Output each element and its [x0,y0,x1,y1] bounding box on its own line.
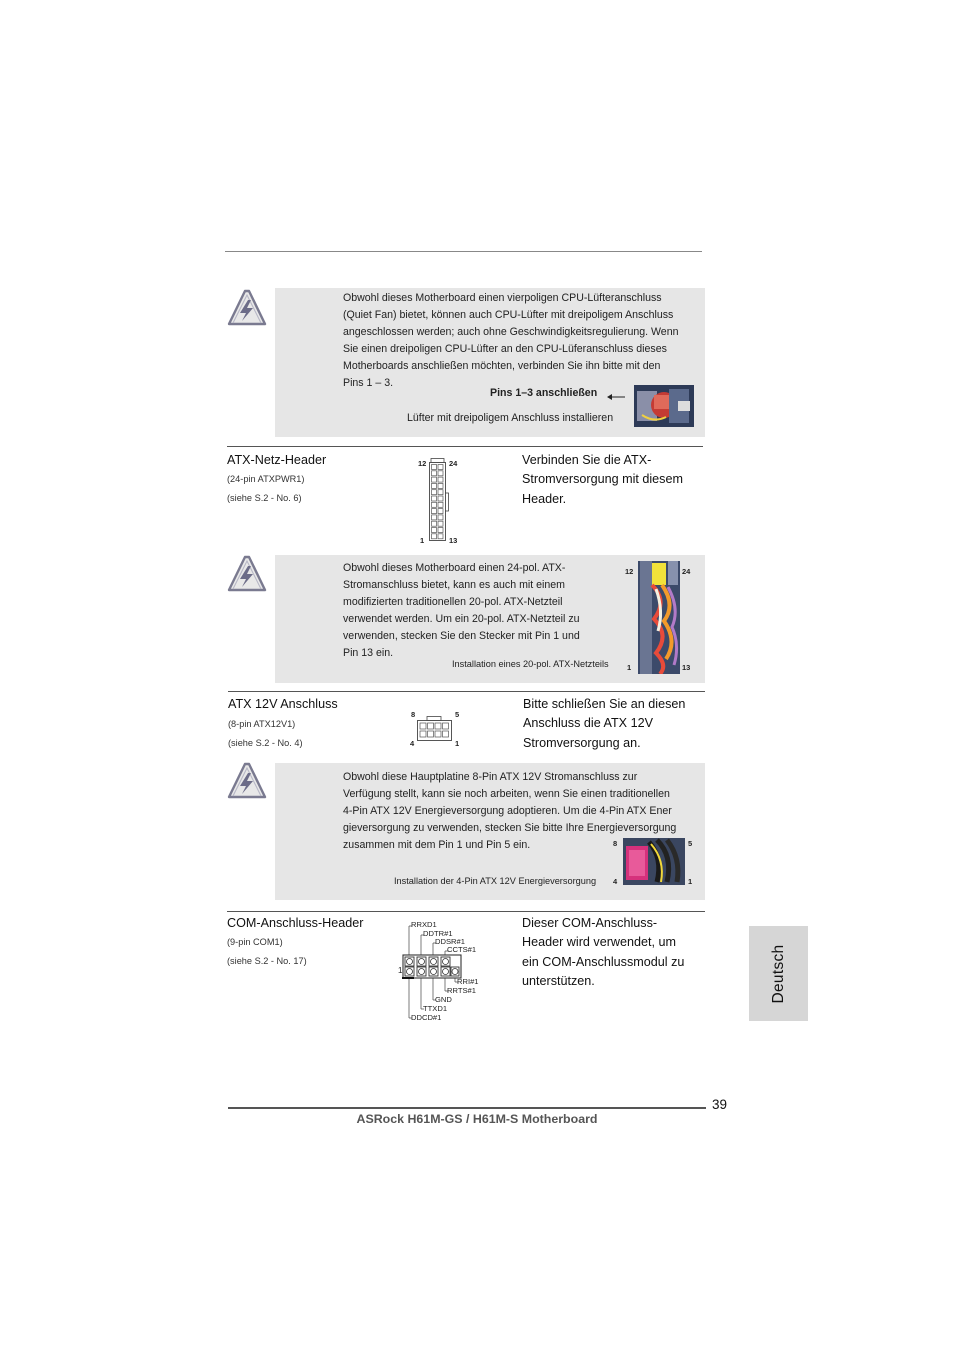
pin-label: 1 [688,877,693,886]
pins-label: Pins 1–3 anschließen [490,387,598,399]
desc-line: Stromversorgung mit diesem [522,472,683,487]
atx12v-title: ATX 12V Anschluss [228,697,338,711]
note-line: Obwohl diese Hauptplatine 8-Pin ATX 12V Stromanschluss zur [343,771,638,783]
pin-label: 8 [613,839,618,848]
com-pin-label: RRTS#1 [447,986,476,995]
desc-line: Anschluss die ATX 12V [523,716,653,731]
footer-rule [228,1107,706,1109]
desc-line: Dieser COM-Anschluss- [522,916,658,930]
pin-label: 24 [682,567,691,576]
section-rule [228,691,705,692]
pin-label: 24 [449,459,458,468]
note-line: verwenden, stecken Sie den Stecker mit Pin 1 und [343,630,580,642]
note-line: Obwohl dieses Motherboard einen 24-pol. ATX- [343,562,566,574]
note-line: (Quiet Fan) bietet, können auch CPU-Lüfter mit dreipoligem Anschluss [343,309,674,321]
warning-icon [225,760,269,800]
atx-20pin-install-photo [638,561,680,674]
pin-label: 1 [420,536,425,545]
section-rule [227,446,703,447]
com-pin-info: (9-pin COM1) [227,937,283,947]
desc-line: Header. [522,491,567,506]
atx-power-title: ATX-Netz-Header [227,453,327,467]
pin-label: 12 [625,567,634,576]
note-line: Motherboards anschließen möchten, verbinden Sie ihn bitte mit den [343,360,661,372]
pin-label: 13 [449,536,458,545]
com-pin-label: RRI#1 [457,977,479,986]
note-text-20pin [343,560,613,662]
pin-label: 4 [613,877,618,886]
note-text-cpu-fan [343,290,703,392]
com-page-ref: (siehe S.2 - No. 17) [227,956,307,966]
desc-line: ein COM-Anschlussmodul zu [522,954,685,969]
com-title: COM-Anschluss-Header [227,916,364,930]
com-pin-label: RRXD1 [411,920,437,929]
atx-power-page-ref: (siehe S.2 - No. 6) [227,493,302,503]
atx-power-description [522,451,683,509]
atx12v-page-ref: (siehe S.2 - No. 4) [228,738,303,748]
note-line: Pin 13 ein. [343,647,394,659]
atx12v-4pin-install-photo [623,838,685,885]
atx-24pin-connector-diagram [428,458,450,547]
footer-title: ASRock H61M-GS / H61M-S Motherboard [356,1112,598,1126]
note-caption-4pin: Installation der 4-Pin ATX 12V Energieversorgung [394,876,597,886]
section-rule [227,911,705,912]
com-pin-label: CCTS#1 [447,945,477,954]
pin-label: 8 [411,710,416,719]
desc-line: Stromversorgung an. [523,735,641,750]
note-line: Stromanschluss bietet, kann es auch mit einem [343,579,565,591]
note-line: modifizierten traditionellen 20-pol. ATX-Netzteil [343,596,563,608]
pin-label: 1 [627,663,632,672]
note-line: Sie einen dreipoligen CPU-Lüfter an den CPU-Lüferanschluss dieses [343,343,667,355]
desc-line: Bitte schließen Sie an diesen [523,697,686,711]
pin-label: 1 [455,739,460,748]
header-rule [225,251,702,252]
pin-label: 13 [682,663,691,672]
com-pin-label: TTXD1 [423,1004,448,1013]
atx12v-8pin-connector-diagram [416,716,454,747]
desc-line: Verbinden Sie die ATX- [522,453,652,467]
note-line: angeschlossen werden; auch ohne Geschwindigkeitsregulierung. Wenn [343,326,679,338]
com-header-diagram [398,920,508,1024]
note-caption-20pin: Installation eines 20-pol. ATX-Netzteils [452,659,609,669]
note-line: Obwohl dieses Motherboard einen vierpoligen CPU-Lüfteranschluss [343,292,662,304]
atx12v-description [523,695,685,753]
cpu-fan-photo [634,385,694,427]
note-line: zusammen mit dem Pin 1 und Pin 5 ein. [343,839,531,851]
page-number: 39 [712,1097,728,1112]
note-line: 4-Pin ATX 12V Energieversorgung adoptieren. Um die 4-Pin ATX Ener [343,805,672,817]
pin-label: 4 [410,739,415,748]
warning-icon [225,287,269,327]
note-line: Verfügung stellt, kann sie noch arbeiten, wenn Sie einen traditionellen [343,788,670,800]
note-line: Pins 1 – 3. [343,377,394,389]
com-pin-label: GND [435,995,452,1004]
com-description [522,914,684,991]
pin-label: 5 [455,710,460,719]
warning-icon [225,553,269,593]
com-pin-label: DDTR#1 [423,929,453,938]
com-pin-label: DDCD#1 [411,1013,442,1022]
note-caption-cpu-fan: Lüfter mit dreipoligem Anschluss installieren [407,412,614,424]
language-tab-label: Deutsch [769,944,787,1003]
desc-line: unterstützen. [522,973,595,988]
com-pin-label: DDSR#1 [435,937,465,946]
atx-power-pin-info: (24-pin ATXPWR1) [227,474,305,484]
pin-one-label: 1 [398,966,403,975]
pin-label: 5 [688,839,693,848]
pin-label: 12 [418,459,427,468]
note-line: gieversorgung zu verwenden, stecken Sie bitte Ihre Energieversorgung [343,822,677,834]
note-line: verwendet werden. Um ein 20-pol. ATX-Netzteil zu [343,613,580,625]
arrow-left-icon [606,389,626,407]
desc-line: Header wird verwendet, um [522,935,676,950]
language-tab [749,926,808,1021]
atx12v-pin-info: (8-pin ATX12V1) [228,719,296,729]
